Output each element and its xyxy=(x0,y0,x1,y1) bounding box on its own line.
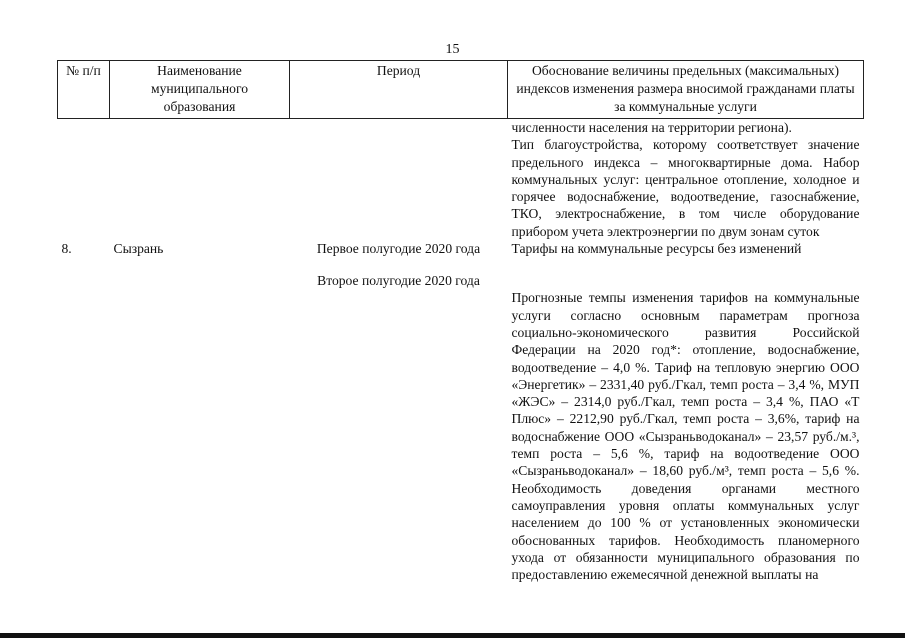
justification-second-half: Прогнозные темпы изменения тарифов на коммунальные услуги согласно основным параметрам прогноза социально-экономического развития Российской Федерации на 2020 год*: отопление, водоснабжение, водоотведение – 4,0 %. Тариф на тепловую энергию ООО «Энергетик» – 2331,40 руб./Гкал, темп роста – 3,4 %, МУП «ЖЭС» – 2314,0 руб./Гкал, темп роста – 3,4 %, ПАО «Т Плюс» – 2212,90 руб./Гкал, темп роста – 3,6%, тариф на водоснабжение ООО «Сызраньводоканал» – 23,57 руб./м.³, темп роста – 5,6 %, тариф на водоотведение ООО «Сызраньводоканал» – 18,60 руб./м³, темп роста – 5,6 %. Необходимость доведения органами местного самоуправления уровня оплаты коммунальных услуг населением до 100 % от установленных экономически обоснованных тарифов. Необходимость планомерного ухода от обязанности муниципального образования по предоставлению ежемесячной денежной выплаты на xyxy=(511,290,860,583)
period-second-half: Второе полугодие 2020 года xyxy=(317,273,480,289)
table-header-row xyxy=(58,61,864,119)
continuation-number-cell xyxy=(58,119,110,241)
header-period: Период xyxy=(290,61,508,119)
page-number: 15 xyxy=(445,42,460,57)
continuation-paragraph-1: численности населения на территории региона). xyxy=(511,120,792,135)
scan-bottom-edge xyxy=(0,633,905,638)
row-number: 8. xyxy=(61,241,72,257)
tariff-justification-table xyxy=(57,60,864,583)
period-cell xyxy=(290,240,508,583)
table-row xyxy=(58,240,864,583)
municipality-name: Сызрань xyxy=(113,241,164,257)
continuation-period-cell xyxy=(290,119,508,241)
header-number: № п/п xyxy=(58,61,110,119)
period-first-half: Первое полугодие 2020 года xyxy=(316,241,481,257)
table-row-continuation xyxy=(58,119,864,241)
justification-cell xyxy=(508,240,864,583)
continuation-name-cell xyxy=(110,119,290,241)
header-municipality: Наименование муниципального образования xyxy=(110,61,290,119)
continuation-justification-cell xyxy=(508,119,864,241)
continuation-paragraph-2: Тип благоустройства, которому соответствует значение предельного индекса – многоквартирные дома. Набор коммунальных услуг: центральное отопление, холодное и горячее водоснабжение, водоотведение, газоснабжение, ТКО, электроснабжение, в том числе оборудование прибором учета электроэнергии по двум зонам суток xyxy=(511,137,860,239)
header-justification: Обоснование величины предельных (максимальных) индексов изменения размера вносимой гражданами платы за коммунальные услуги xyxy=(508,61,864,119)
justification-first-half: Тарифы на коммунальные ресурсы без изменений xyxy=(511,241,802,257)
